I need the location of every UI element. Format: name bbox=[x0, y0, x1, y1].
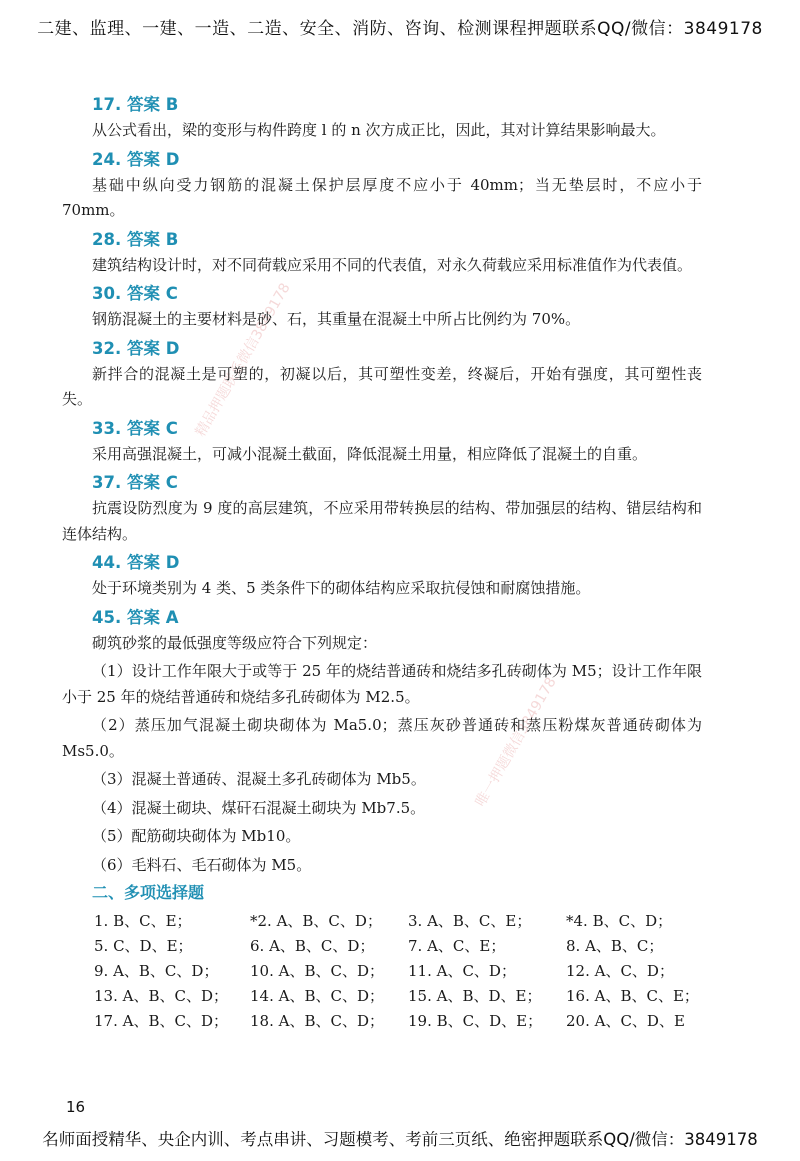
answer-explanation: 砌筑砂浆的最低强度等级应符合下列规定： bbox=[92, 633, 378, 652]
mc-answer-item: 14. A、B、C、D； bbox=[250, 987, 384, 1005]
mc-answer-item: 11. A、C、D； bbox=[408, 962, 516, 980]
mc-answer-item: 12. A、C、D； bbox=[566, 962, 674, 980]
mc-answer-item: 9. A、B、C、D； bbox=[94, 962, 219, 980]
mc-answer-item: *2. A、B、C、D； bbox=[250, 912, 382, 930]
answer-title: 33. 答案 C bbox=[92, 418, 178, 438]
mc-answer-item: 13. A、B、C、D； bbox=[94, 987, 228, 1005]
watermark: 唯一押题微信3849178 bbox=[472, 674, 560, 810]
mc-answer-item: *4. B、C、D； bbox=[566, 912, 673, 930]
answer-explanation: 建筑结构设计时，对不同荷载应采用不同的代表值，对永久荷载应采用标准值作为代表值。 bbox=[92, 255, 693, 274]
mc-answer-item: 16. A、B、C、E； bbox=[566, 987, 699, 1005]
answer-title: 44. 答案 D bbox=[92, 553, 180, 572]
header-banner: 二建、监理、一建、一造、二造、安全、消防、咨询、检测课程押题联系QQ/微信：3849178 bbox=[37, 19, 763, 39]
answer-block bbox=[62, 470, 702, 547]
answer-explanation: 钢筋混凝土的主要材料是砂、石，其重量在混凝土中所占比例约为 70%。 bbox=[92, 310, 581, 328]
answer-title: 32. 答案 D bbox=[92, 338, 180, 358]
answer-block bbox=[62, 147, 702, 224]
answer-block bbox=[62, 605, 702, 879]
watermark: 精品押题联系微信3849178 bbox=[192, 280, 294, 440]
answer-block bbox=[62, 92, 702, 144]
answer-title: 24. 答案 D bbox=[92, 149, 180, 169]
answer-block bbox=[62, 416, 702, 468]
page-number: 16 bbox=[66, 1098, 86, 1116]
answer-title: 17. 答案 B bbox=[92, 95, 179, 114]
mc-answer-item: 18. A、B、C、D； bbox=[250, 1012, 384, 1030]
answer-title: 30. 答案 C bbox=[92, 284, 178, 303]
answer-rule-item: （2）蒸压加气混凝土砌块砌体为 Ma5.0；蒸压灰砂普通砖和蒸压粉煤灰普通砖砌体为 Ms5.0。 bbox=[62, 716, 702, 760]
section-title-multi-choice: 二、多项选择题 bbox=[92, 883, 205, 902]
answer-rule-item: （6）毛料石、毛石砌体为 M5。 bbox=[92, 855, 312, 874]
footer-banner: 名师面授精华、央企内训、考点串讲、习题模考、考前三页纸、绝密押题联系QQ/微信：3849178 bbox=[42, 1130, 758, 1149]
answer-title: 28. 答案 B bbox=[92, 229, 179, 249]
mc-answer-item: 20. A、C、D、E bbox=[566, 1012, 685, 1030]
answer-block bbox=[62, 336, 702, 413]
answer-title: 37. 答案 C bbox=[92, 473, 178, 492]
mc-answer-item: 3. A、B、C、E； bbox=[408, 912, 532, 930]
mc-answer-item: 8. A、B、C； bbox=[566, 937, 664, 955]
answer-rule-item: （5）配筋砌块砌体为 Mb10。 bbox=[92, 827, 301, 845]
mc-answer-item: 17. A、B、C、D； bbox=[94, 1012, 228, 1030]
mc-answer-item: 15. A、B、D、E； bbox=[408, 987, 542, 1005]
answer-rule-item: （1）设计工作年限大于或等于 25 年的烧结普通砖和烧结多孔砖砌体为 M5；设计工作年限小于 25 年的烧结普通砖和烧结多孔砖砌体为 M2.5。 bbox=[62, 662, 702, 706]
answer-block bbox=[62, 227, 702, 279]
answer-explanation: 处于环境类别为 4 类、5 类条件下的砌体结构应采取抗侵蚀和耐腐蚀措施。 bbox=[92, 579, 591, 597]
answer-rule-item: （3）混凝土普通砖、混凝土多孔砖砌体为 Mb5。 bbox=[92, 770, 426, 788]
answer-explanation: 新拌合的混凝土是可塑的，初凝以后，其可塑性变差，终凝后，开始有强度，其可塑性丧失。 bbox=[62, 364, 702, 408]
answer-explanation: 抗震设防烈度为 9 度的高层建筑，不应采用带转换层的结构、带加强层的结构、错层结构和连体结构。 bbox=[62, 499, 702, 543]
mc-answer-item: 19. B、C、D、E； bbox=[408, 1012, 543, 1030]
answer-block bbox=[62, 550, 702, 602]
mc-answer-item: 10. A、B、C、D； bbox=[250, 962, 384, 980]
mc-answer-item: 1. B、C、E； bbox=[94, 912, 192, 930]
answer-content bbox=[62, 92, 702, 1034]
multi-choice-answer-grid bbox=[94, 909, 702, 1034]
mc-answer-item: 6. A、B、C、D； bbox=[250, 937, 375, 955]
answer-block bbox=[62, 281, 702, 333]
answer-title: 45. 答案 A bbox=[92, 607, 179, 627]
answer-rule-item: （4）混凝土砌块、煤矸石混凝土砌块为 Mb7.5。 bbox=[92, 798, 426, 817]
mc-answer-item: 7. A、C、E； bbox=[408, 937, 506, 955]
answer-explanation: 采用高强混凝土，可减小混凝土截面，降低混凝土用量，相应降低了混凝土的自重。 bbox=[92, 444, 648, 463]
answer-explanation: 从公式看出，梁的变形与构件跨度 l 的 n 次方成正比，因此，其对计算结果影响最大。 bbox=[92, 121, 666, 139]
mc-answer-item: 5. C、D、E； bbox=[94, 937, 193, 955]
answer-explanation: 基础中纵向受力钢筋的混凝土保护层厚度不应小于 40mm；当无垫层时，不应小于 70mm。 bbox=[62, 175, 702, 219]
